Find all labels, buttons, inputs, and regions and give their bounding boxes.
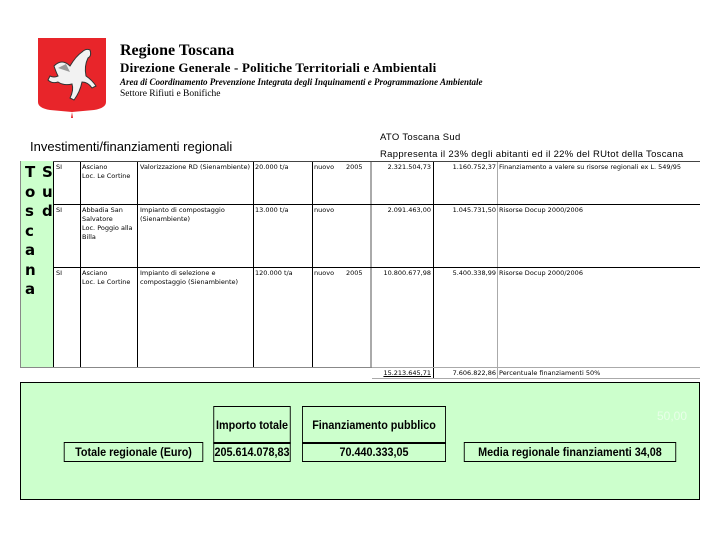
divider	[253, 161, 254, 367]
row-line	[372, 367, 700, 368]
row-capacity: 13.000 t/a	[255, 206, 289, 214]
row-label-totale-regionale: Totale regionale (Euro)	[64, 442, 204, 462]
location-line: Loc. Le Cortine	[82, 278, 131, 286]
row-capacity: 20.000 t/a	[255, 163, 289, 171]
row-status: nuovo	[314, 206, 335, 214]
row-importo: 2.091.463,00	[387, 206, 431, 214]
value-finanziamento-pubblico: 70.440.333,05	[302, 442, 446, 462]
divider	[312, 161, 313, 367]
header-title: Regione Toscana	[120, 42, 235, 59]
regione-toscana-logo	[36, 36, 108, 118]
row-capacity: 120.000 t/a	[255, 269, 293, 277]
row-line	[372, 378, 700, 379]
description-line: (Sienambiente)	[140, 215, 191, 223]
row-flag: SI	[56, 163, 63, 171]
location-line: Loc. Le Cortine	[82, 172, 131, 180]
row-location	[82, 206, 133, 242]
letter: u	[42, 182, 53, 201]
row-year: 2005	[346, 163, 363, 171]
row-finanziamento: 1.160.752,37	[452, 163, 496, 171]
side-label-toscana	[25, 163, 36, 300]
divider	[137, 161, 138, 367]
location-line: Asciano	[82, 269, 108, 277]
location-line: Salvatore	[82, 215, 113, 223]
ato-subtitle: Rappresenta il 23% degli abitanti ed il 22% del RUtot della Toscana	[380, 149, 684, 160]
letter: s	[25, 202, 34, 220]
letter: d	[42, 202, 53, 220]
letter: T	[25, 163, 36, 181]
row-description: Valorizzazione RD (Sienambiente)	[140, 163, 250, 171]
row-location	[82, 269, 130, 287]
location-line: Billa	[82, 233, 96, 241]
total-importo: 15.213.645,71	[383, 369, 431, 377]
row-note: Finanziamento a valere su risorse regionali ex L. 549/95	[499, 163, 681, 171]
location-line: Abbadia San	[82, 206, 123, 214]
location-line: Asciano	[82, 163, 108, 171]
row-description	[140, 269, 238, 287]
side-label-sud	[42, 163, 53, 222]
letter: a	[25, 241, 36, 259]
value-media-regionale: Media regionale finanziamenti 34,08	[464, 442, 676, 462]
row-flag: SI	[56, 269, 63, 277]
row-description	[140, 206, 225, 224]
header-importo-totale: Importo totale	[213, 406, 290, 444]
description-line: compostaggio (Sienambiente)	[140, 278, 239, 286]
row-finanziamento: 5.400.338,99	[452, 269, 496, 277]
ghost-value: 50,00	[656, 409, 687, 423]
row-location	[82, 163, 130, 181]
letter: a	[25, 280, 36, 298]
row-status: nuovo	[314, 269, 335, 277]
row-note: Risorse Docup 2000/2006	[499, 206, 583, 214]
row-line	[20, 367, 372, 368]
row-line	[53, 161, 700, 162]
header-finanziamento-pubblico: Finanziamento pubblico	[302, 406, 446, 444]
letter: n	[25, 260, 36, 279]
side-label-column	[20, 161, 54, 368]
letter: c	[25, 221, 34, 240]
ato-title: ATO Toscana Sud	[380, 132, 461, 143]
divider	[53, 161, 54, 367]
row-importo: 2.321.504,73	[387, 163, 431, 171]
row-finanziamento: 1.045.731,50	[452, 206, 496, 214]
row-importo: 10.800.677,98	[383, 269, 431, 277]
row-line	[53, 267, 700, 268]
row-flag: SI	[56, 206, 63, 214]
header-area: Area di Coordinamento Prevenzione Integrata degli Inquinamenti e Programmazione Ambientale	[120, 77, 483, 87]
divider	[80, 161, 81, 367]
row-year: 2005	[346, 269, 363, 277]
section-title: Investimenti/finanziamenti regionali	[30, 139, 233, 154]
summary-panel	[20, 382, 700, 500]
row-note: Risorse Docup 2000/2006	[499, 269, 583, 277]
location-line: Loc. Poggio alla	[82, 224, 133, 232]
header-settore: Settore Rifiuti e Bonifiche	[120, 89, 221, 99]
value-importo-totale: 205.614.078,83	[213, 442, 290, 462]
row-line	[53, 204, 700, 205]
divider	[370, 161, 372, 367]
header-direzione: Direzione Generale - Politiche Territoriali e Ambientali	[120, 60, 437, 75]
row-status: nuovo	[314, 163, 335, 171]
total-note: Percentuale finanziamenti 50%	[499, 369, 601, 377]
letter: o	[25, 182, 36, 201]
letter: S	[42, 163, 53, 181]
total-finanziamento: 7.606.822,86	[452, 369, 496, 377]
description-line: Impianto di selezione e	[140, 269, 216, 277]
description-line: Impianto di compostaggio	[140, 206, 225, 214]
divider	[497, 161, 498, 379]
pegasus-icon	[36, 36, 108, 118]
investments-table	[20, 161, 700, 379]
